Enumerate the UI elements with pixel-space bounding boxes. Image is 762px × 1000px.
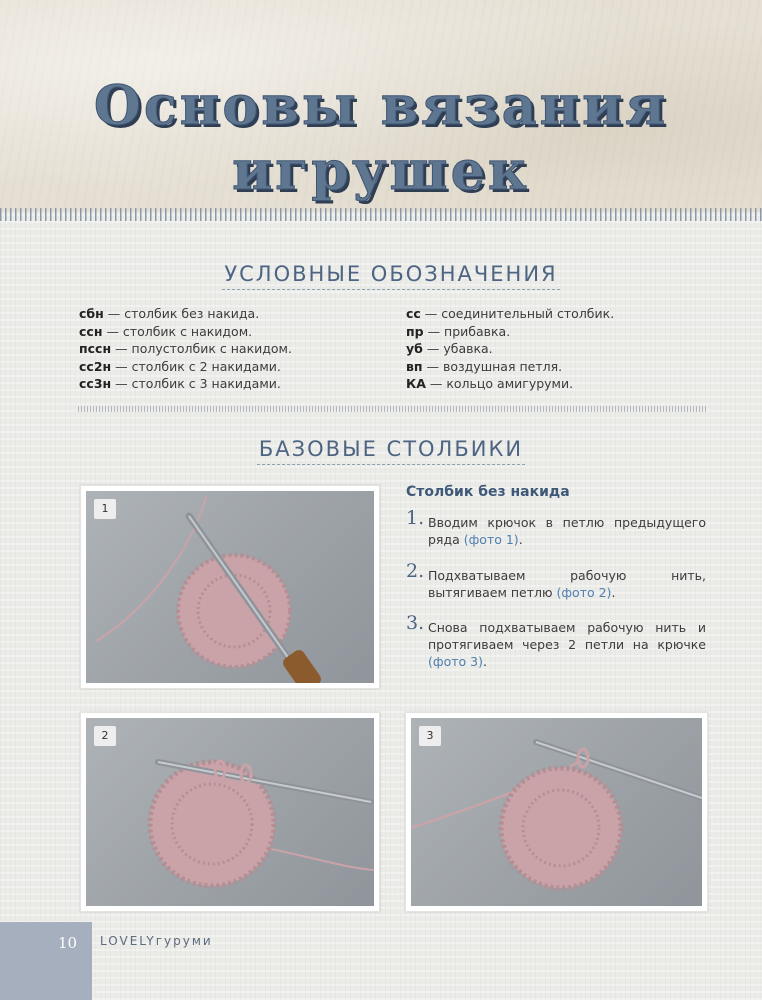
step-item-3 <box>406 612 706 670</box>
photo-number: 2 <box>94 726 116 746</box>
photo-image <box>86 718 374 906</box>
legend-heading: УСЛОВНЫЕ ОБОЗНАЧЕНИЯ <box>0 262 762 290</box>
legend-item: сс3н — столбик с 3 накидами. <box>79 376 281 392</box>
legend-item: сбн — столбик без накида. <box>79 306 260 321</box>
stitch-divider <box>0 208 762 221</box>
crochet-illustration <box>86 718 374 906</box>
step-number: 1. <box>406 507 425 529</box>
step-number: 3. <box>406 612 425 634</box>
brand-name: LOVELYгуруми <box>100 934 213 948</box>
photo-number: 3 <box>419 726 441 746</box>
legend-item: КА — кольцо амигуруми. <box>406 376 574 392</box>
step-text: Подхватываем рабочую нить, вытягиваем петлю (фото 2). <box>428 568 706 600</box>
steps-title: Столбик без накида <box>406 484 570 500</box>
header-banner <box>0 0 762 212</box>
photo-number: 1 <box>94 499 116 519</box>
step-item-2 <box>406 560 706 601</box>
page-number: 10 <box>58 934 78 952</box>
basics-heading: БАЗОВЫЕ СТОЛБИКИ <box>0 437 762 465</box>
legend-item: ссн — столбик с накидом. <box>79 323 253 339</box>
photo-3 <box>405 712 708 912</box>
photo-2 <box>80 712 380 912</box>
section-divider <box>78 406 706 412</box>
legend-item: пр — прибавка. <box>406 323 511 339</box>
legend-item: пссн — полустолбик с накидом. <box>79 341 292 357</box>
legend-right-column <box>406 305 614 393</box>
step-item-1 <box>406 507 706 548</box>
crochet-illustration <box>86 491 374 683</box>
page-title-line1: Основы вязания <box>93 73 669 137</box>
page-title-line2: игрушек <box>232 138 530 202</box>
legend-item: вп — воздушная петля. <box>406 358 563 374</box>
photo-1 <box>80 485 380 689</box>
step-number: 2. <box>406 560 425 582</box>
legend-item: сс — соединительный столбик. <box>406 306 615 321</box>
legend-item: сс2н — столбик с 2 накидами. <box>79 358 281 374</box>
photo-image <box>86 491 374 683</box>
footer-tab <box>0 922 92 1000</box>
step-text: Вводим крючок в петлю предыдущего ряда (фото 1). <box>428 515 706 547</box>
crochet-illustration <box>411 718 702 906</box>
legend-item: уб — убавка. <box>406 341 493 357</box>
step-text: Снова подхватываем рабочую нить и протягиваем через 2 петли на крючке (фото 3). <box>428 620 706 669</box>
legend-left-column <box>79 305 292 393</box>
photo-image <box>411 718 702 906</box>
